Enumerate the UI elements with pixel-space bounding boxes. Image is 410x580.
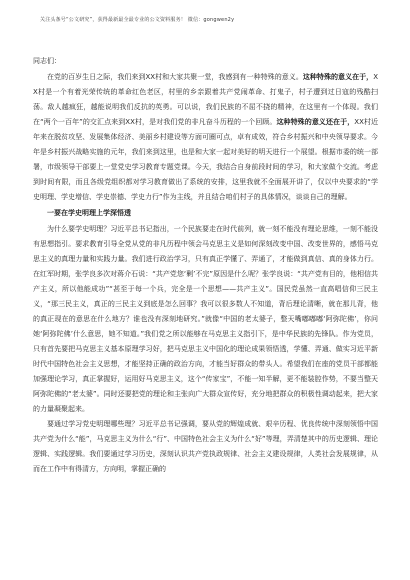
paragraph-what-to-learn: 要通过学习党史明理哪些理？习近平总书记强调，要从党的辉煌成就、艰辛历程、优良传统中深刻领悟中国共产党为什么“能”，马克思主义为什么“行”、中国特色社会主义为什么“好”等理，弄清楚其中的历史逻辑、理论逻辑、实践逻辑。我们要通过学习历史，深刻认识共产党执政规律、社会主义建设规律，人类社会发展规律，从而在工作中有得清方，方向明，掌握正确的 bbox=[33, 420, 378, 473]
emphasis-text: 这种特殊的意义还在于， bbox=[276, 118, 355, 126]
header-banner: 关注头条号“公文研究”，获得最新最全最专业的公文资料服务！ 微信：gongwen2y bbox=[40, 17, 235, 23]
section-heading: 一要在学史明理上学深悟透 bbox=[47, 209, 131, 217]
paragraph-text: 在党的百岁生日之际，我们来到XX村和大家共聚一堂，我感到有一种特殊的意义。 bbox=[47, 73, 303, 81]
paragraph-intro bbox=[33, 70, 378, 205]
salutation: 同志们： bbox=[33, 57, 61, 65]
paragraph-text: XX村是一个有着光荣传统的革命红色老区，村里的乡亲跟着共产党闹革命、打鬼子，村子遭到过日寇的残酷扫荡。敌人越疯狂，越能说明我们反抗的英勇。可以说，我们民族的不屈不挠的精神，在这里有一个体现。我们在“两个一百年”的交汇点来到XX村，是对我们党的非凡奋斗历程的一个回顾。 bbox=[33, 73, 379, 126]
paragraph-why-study: 为什么要学史明理？习近平总书记指出，一个民族要走在时代前列，就一刻不能没有理论思维，一刻不能没有思想指引。要求教育引导全党从党的非凡历程中领会马克思主义是如何深刻改变中国、改变世界的，感悟马克思主义的真理力量和实践力量。我们进行政治学习，只有真正学懂了、弄通了，才能做到真信、真的身体力行。在红军时期，张学良多次对蒋介石说：“共产党您‘剿’不完”原因是什么呢？张学良说：“共产党有目的，他相信共产主义，所以他能成功”“甚至于每一个兵，完全是一个思想——共产主义”。国民党虽然一直高唱信仰三民主义，“那三民主义，真正的三民主义到底是怎么回事？我可以很多数人不知道，背后理论清晰，就在那儿背，他的真正现在的意思在什么地方？谁也没有深刻地研究。”就像“中国的老太婆子，整天嘴嘟嘟嘟‘阿弥陀佛’，你问她‘阿弥陀佛’什么意思，她不知道。”我们党之所以能够在马克思主义指引下，是中华民族的先锋队。作为党员，只有首先要把马克思主义基本原理学习好，把马克思主义中国化的理论成果领悟透，学懂、弄通、做实习近平新时代中国特色社会主义思想，才能坚持正确的政治方向，才能当好群众的带头人。希望我们在座的党员干部都能加强理论学习，真正掌握好，运用好马克思主义，这个“传家宝”，不能一知半解，更不能装腔作势，不要当整天阿弥陀佛的“老太婆”。同时还要把党的理论和主张向广大群众宣传好，充分地把群众的积极性调动起来，把大家的力量凝聚起来。 bbox=[33, 225, 378, 413]
emphasis-text: 这种特殊的意义在于， bbox=[302, 73, 374, 81]
paragraph-text: XX村近年来在脱贫攻坚、发展集体经济、美丽乡村建设等方面可圈可点，卓有成效，符合乡村振兴和中央领导要求。今年是乡村振兴战略实施的元年，我们来到这里，也是和大家一起对美好的明天进行一个展望。根据市委的统一部署，市级领导干部要上一堂党史学习教育专题党课。今天，我结合自身前段时间的学习，和大家做个交流。考虑到时间有限，而且各级党组织都对学习教育做出了系统的安排，这里我就不全面展开讲了，仅以中央要求的“学史明理、学史增信、学史崇德、学史力行”作为主线，并且结合咱们村子的具体情况，谈谈自己的理解。 bbox=[33, 118, 379, 201]
document-body bbox=[33, 54, 378, 477]
